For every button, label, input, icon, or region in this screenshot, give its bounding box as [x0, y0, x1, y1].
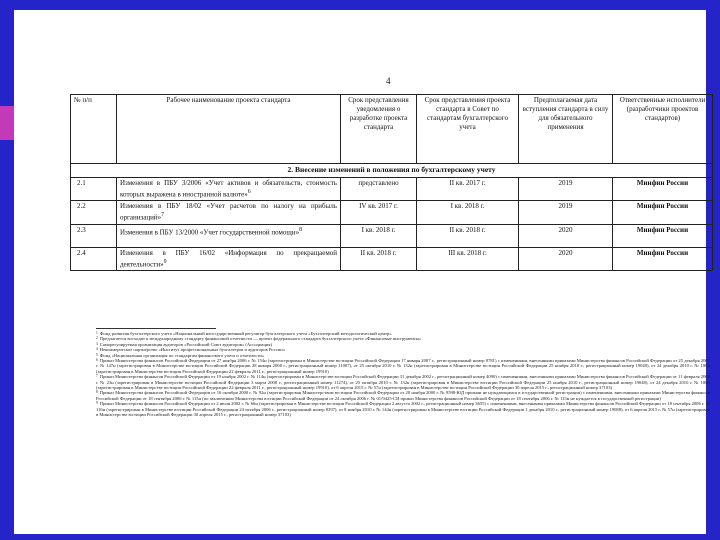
- table-row: [71, 178, 713, 201]
- slide-accent-mark: [0, 106, 14, 140]
- row-notice: IV кв. 2017 г.: [341, 201, 417, 224]
- footnote-separator: [96, 328, 216, 329]
- table-row: [71, 224, 713, 247]
- footnote: $^6$ Приказ Министерства финансов Российской Федерации от 27 ноября 2006 г. № 154н (зарегистрирован в Министерстве юстиции Российской Федерации 17 января 2007 г., регистрационный номер 8781) с изменениями, внесенными приказами Министерства финансов Российской Федерации от 25 декабря 2007 г. № 147н (зарегистрирован в Министерстве юстиции Российской Федерации 28 января 2008 г., регистрационный номер 11007), от 25 октября 2010 г. № 132н (зарегистрирован в Министерстве юстиции Российской Федерации 25 ноября 2010 г., регистрационный номер 19048), от 24 декабря 2010 г. № 186н (зарегистрирован в Министерстве юстиции Российской Федерации 22 февраля 2011 г., регистрационный номер 19910): [96, 358, 710, 374]
- header-name: Рабочее наименование проекта стандарта: [117, 95, 341, 164]
- footnote: $^5$ Фонд «Национальная организация по стандартам финансового учета и отчетности»: [96, 352, 265, 358]
- row-effective: 2020: [519, 224, 613, 247]
- table-row: [71, 247, 713, 270]
- header-council-deadline: Срок представления проекта стандарта в Совет по стандартам бухгалтерского учета: [417, 95, 519, 164]
- footnotes: [96, 331, 710, 418]
- row-executor: Минфин России: [613, 201, 713, 224]
- page-number: 4: [386, 76, 391, 86]
- footnote: $^2$ Предлагается восходит к международному стандарту финансовой отчетности — проект федерального стандарта бухгалтерского учета «Финансовые инструменты»: [96, 336, 422, 342]
- row-council: II кв. 2017 г.: [417, 178, 519, 201]
- footnote: $^1$ Фонд развития бухгалтерского учета «Национальный негосударственный регулятор бухгалтерского учета «Бухгалтерский методологический центр»: [96, 331, 392, 336]
- row-name: Изменения в ПБУ 3/2006 «Учет активов и обязательств, стоимость которых выражена в иностранной валюте»$^6$: [117, 178, 341, 201]
- header-effective-date: Предполагаемая дата вступления стандарта в силу для обязательного применения: [519, 95, 613, 164]
- row-notice: представлено: [341, 178, 417, 201]
- row-effective: 2020: [519, 247, 613, 270]
- slide-number: 17: [684, 512, 698, 526]
- row-council: II кв. 2018 г.: [417, 224, 519, 247]
- section-row: [71, 164, 713, 178]
- footnote: $^3$ Саморегулируемая организация аудиторов «Российский Союз аудиторов» (Ассоциация): [96, 341, 273, 347]
- standards-table: [70, 94, 713, 271]
- row-executor: Минфин России: [613, 247, 713, 270]
- row-notice: II кв. 2018 г.: [341, 247, 417, 270]
- row-number: 2.2: [71, 201, 117, 224]
- table-row: [71, 201, 713, 224]
- row-effective: 2019: [519, 178, 613, 201]
- footnote: $^7$ Приказ Министерства финансов Российской Федерации от 19 ноября 2002 г. № 114н (зарегистрирован в Министерстве юстиции Российской Федерации 31 декабря 2002 г., регистрационный номер 4090) с изменениями, внесенными приказами Министерства финансов Российской Федерации от 11 февраля 2008 г. № 23н (зарегистрирован в Министерстве юстиции Российской Федерации 3 марта 2008 г., регистрационный номер 11274), от 25 октября 2010 г. № 132н (зарегистрирован в Министерстве юстиции Российской Федерации 25 ноября 2010 г., регистрационный номер 19048), от 24 декабря 2010 г. № 186н (зарегистрирован в Министерстве юстиции Российской Федерации 22 февраля 2011 г., регистрационный номер 19910), от 6 апреля 2015 г. № 57н (зарегистрирован в Министерстве юстиции Российской Федерации 30 апреля 2015 г., регистрационный номер 37103): [96, 374, 710, 391]
- table-header-row: [71, 95, 713, 164]
- footnote: $^9$ Приказ Министерства финансов Российской Федерации от 2 июля 2002 г. № 66н (зарегистрирован в Министерстве юстиции Российской Федерации 2 августа 2002 г., регистрационный номер 3655) с изменениями, внесенными приказами Министерства финансов Российской Федерации от 18 сентября 2006 г. № 116н (зарегистрирован в Министерстве юстиции Российской Федерации 24 октября 2006 г., регистрационный номер 8397), от 8 ноября 2010 г. № 144н (зарегистрирован в Министерстве юстиции Российской Федерации 1 декабря 2010 г., регистрационный номер 19088), от 6 апреля 2015 г. № 57н (зарегистрирован в Министерстве юстиции Российской Федерации 30 апреля 2015 г., регистрационный номер 37103): [96, 401, 710, 418]
- header-number: № п/п: [71, 95, 117, 164]
- row-executor: Минфин России: [613, 224, 713, 247]
- footnote: $^4$ Некоммерческое партнерство «Институт профессиональных бухгалтеров и аудиторов России»: [96, 347, 285, 353]
- row-effective: 2019: [519, 201, 613, 224]
- row-notice: I кв. 2018 г.: [341, 224, 417, 247]
- row-name: Изменения в ПБУ 18/02 «Учет расчетов по налогу на прибыль организаций»$^7$: [117, 201, 341, 224]
- row-name: Изменения в ПБУ 13/2000 «Учет государственной помощи»$^8$: [117, 224, 341, 247]
- row-council: I кв. 2018 г.: [417, 201, 519, 224]
- row-number: 2.1: [71, 178, 117, 201]
- document-page: [14, 10, 710, 534]
- section-title: 2. Внесение изменений в положения по бухгалтерскому учету: [71, 164, 713, 178]
- footnote: $^8$ Приказ Министерства финансов Российской Федерации от 16 октября 2000 г. № 92н (зарегистрирован Министерством юстиции Российской Федерации от 20 ноября 2000 г. № 9598-ЮД признан не нуждающимся в государственной регистрации) с изменениями, внесенными приказами Министерства финансов Российской Федерации от 18 сентября 2006 г. № 115н (по заключению Министерства юстиции Российской Федерации от 24 октября 2006 г. № 01/9425-СИ приказ Министерства финансов Российской Федерации от 18 сентября 2006 г. № 115н не нуждается в государственной регистрации): [96, 390, 710, 401]
- row-number: 2.3: [71, 224, 117, 247]
- header-executors: Ответственные исполнители (разработчики проектов стандартов): [613, 95, 713, 164]
- header-notice-deadline: Срок представления уведомления о разработке проекта стандарта: [341, 95, 417, 164]
- row-council: III кв. 2018 г.: [417, 247, 519, 270]
- row-number: 2.4: [71, 247, 117, 270]
- row-name: Изменения в ПБУ 16/02 «Информация по прекращаемой деятельности»$^9$: [117, 247, 341, 270]
- row-executor: Минфин России: [613, 178, 713, 201]
